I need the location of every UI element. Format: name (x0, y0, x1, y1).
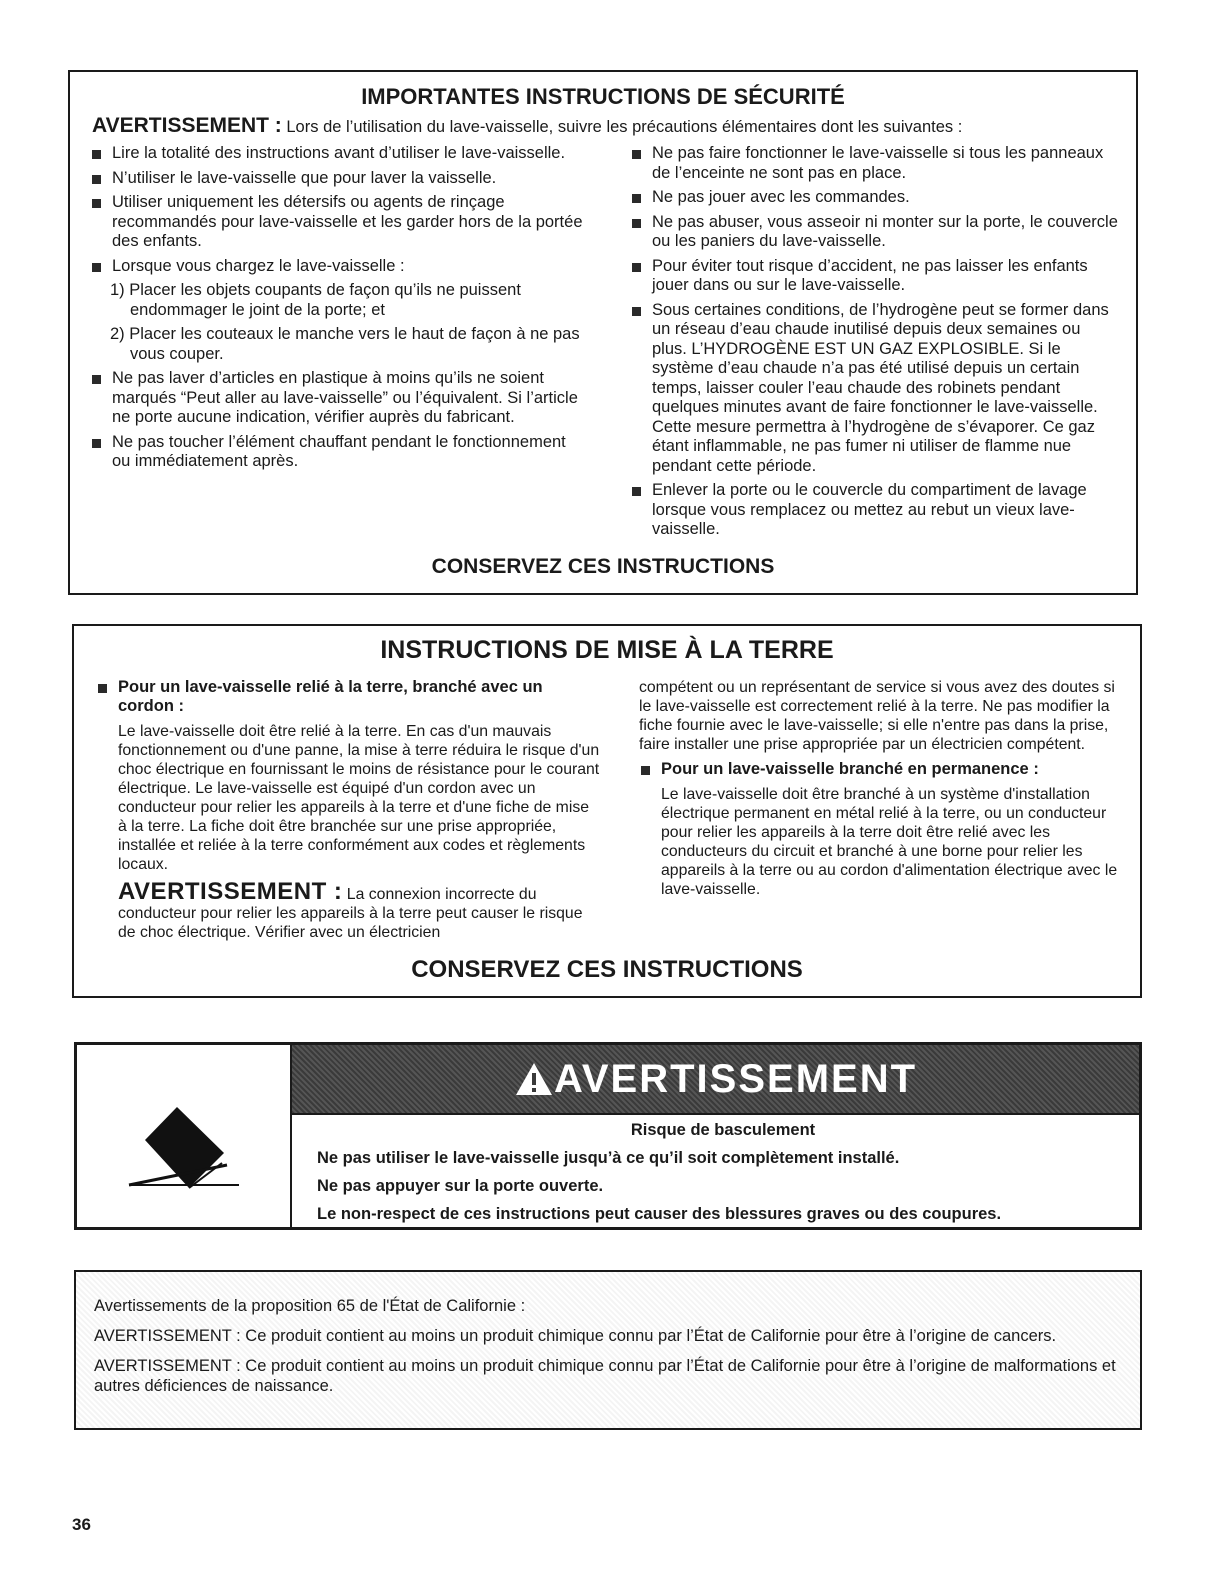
safety-footer: CONSERVEZ CES INSTRUCTIONS (431, 555, 775, 578)
grounding-bullet-heading: Pour un lave-vaisselle relié à la terre, branché avec un cordon : (96, 678, 601, 716)
safety-title: IMPORTANTES INSTRUCTIONS DE SÉCURITÉ (361, 84, 845, 109)
tip-over-icon-cell (77, 1045, 292, 1227)
grounding-footer: CONSERVEZ CES INSTRUCTIONS (411, 956, 803, 983)
list-item: Pour éviter tout risque d’accident, ne pas laisser les enfants jouer dans ou sur le lave-vaisselle. (630, 257, 1118, 296)
grounding-bullet-body: Le lave-vaisselle doit être branché à un système d'installation électrique permanent en métal relié à la terre, ou un conducteur pour relier les appareils à la terre doit être relié avec les conducteurs du circuit et branché à une borne pour relier les appareils à la terre ou au cordon d'alimentation électrique avec le lave-vaisselle. (661, 786, 1118, 898)
safety-left-column (90, 144, 588, 545)
tip-over-hazard-icon (77, 1045, 290, 1227)
safety-warning-label: AVERTISSEMENT : (92, 114, 282, 137)
grounding-right-column (639, 678, 1119, 942)
list-item: Ne pas laver d’articles en plastique à moins qu’ils ne soient marqués “Peut aller au lave-vaisselle” ou l’équivalent. Si l’article ne porte aucune indication, vérifier auprès du fabricant. (90, 369, 588, 428)
safety-right-column (630, 144, 1118, 545)
grounding-left-column (96, 678, 601, 942)
grounding-bullet-heading: Pour un lave-vaisselle branché en permanence : (639, 760, 1119, 779)
list-item: Enlever la porte ou le couvercle du compartiment de lavage lorsque vous remplacez ou mettez au rebut un vieux lave-vaisselle. (630, 481, 1118, 540)
grounding-continuation: compétent ou un représentant de service si vous avez des doutes si le lave-vaisselle est correctement relié à la terre. Ne pas modifier la fiche fournie avec le lave-vaisselle; si elle n'entre pas dans la prise, faire installer une prise appropriée par un électricien compétent. (639, 679, 1115, 753)
list-item: Utiliser uniquement les détersifs ou agents de rinçage recommandés pour lave-vaisselle et les garder hors de la portée des enfants. (90, 193, 588, 252)
safety-instructions-box (68, 70, 1138, 595)
tip-over-line: Le non-respect de ces instructions peut causer des blessures graves ou des coupures. (317, 1205, 1002, 1223)
tip-over-heading: Risque de basculement (630, 1121, 816, 1139)
prop65-line: Avertissements de la proposition 65 de l'État de Californie : (94, 1297, 526, 1315)
list-item: Ne pas jouer avec les commandes. (630, 188, 1118, 208)
grounding-warning-text: La connexion incorrecte du conducteur pour relier les appareils à la terre peut causer le risque de choc électrique. Vérifier avec un électricien (118, 886, 583, 941)
list-item: Lorsque vous chargez le lave-vaisselle : (90, 257, 588, 277)
list-item: Lire la totalité des instructions avant d’utiliser le lave-vaisselle. (90, 144, 588, 164)
safety-warning-line (92, 114, 1136, 138)
grounding-bullet-body: Le lave-vaisselle doit être relié à la terre. En cas d'un mauvais fonctionnement ou d'une panne, la mise à terre réduira le risque d'un choc électrique en fournissant le moins de résistance pour le courant électrique. Le lave-vaisselle est équipé d'un cordon avec un conducteur pour relier les appareils à la terre et d'une fiche de mise à la terre. La fiche doit être branchée sur une prise appropriée, installée et reliée à la terre conformément aux codes et règlements locaux. (118, 723, 600, 873)
prop65-line: AVERTISSEMENT : Ce produit contient au moins un produit chimique connu par l’État de Californie pour être à l’origine de malformations et autres déficiences de naissance. (94, 1357, 1116, 1395)
page-number: 36 (72, 1515, 91, 1534)
tip-over-line: Ne pas appuyer sur la porte ouverte. (317, 1177, 604, 1195)
list-item: Ne pas abuser, vous asseoir ni monter sur la porte, le couvercle ou les paniers du lave-vaisselle. (630, 213, 1118, 252)
grounding-warning (96, 878, 601, 942)
sub-list-item: 2) Placer les couteaux le manche vers le haut de façon à ne pas vous couper. (110, 325, 580, 363)
tip-over-warning-body (317, 1121, 1129, 1233)
tip-over-warning-box (74, 1042, 1142, 1230)
sub-list-item: 1) Placer les objets coupants de façon qu’ils ne puissent endommager le joint de la porte; et (110, 281, 521, 319)
tip-over-line: Ne pas utiliser le lave-vaisselle jusqu’à ce qu’il soit complètement installé. (317, 1149, 900, 1167)
safety-warning-text: Lors de l’utilisation du lave-vaisselle, suivre les précautions élémentaires dont les suivantes : (281, 118, 963, 136)
grounding-warning-label: AVERTISSEMENT : (118, 878, 343, 905)
warning-banner (292, 1045, 1139, 1115)
grounding-instructions-box (72, 624, 1142, 998)
warning-triangle-icon (514, 1061, 554, 1097)
list-item: Ne pas toucher l’élément chauffant pendant le fonctionnement ou immédiatement après. (90, 433, 588, 472)
prop65-line: AVERTISSEMENT : Ce produit contient au moins un produit chimique connu par l’État de Californie pour être à l’origine de cancers. (94, 1327, 1057, 1345)
list-item: Ne pas faire fonctionner le lave-vaisselle si tous les panneaux de l’enceinte ne sont pas en place. (630, 144, 1118, 183)
warning-banner-text: AVERTISSEMENT (553, 1056, 918, 1101)
prop65-box (74, 1270, 1142, 1430)
grounding-title: INSTRUCTIONS DE MISE À LA TERRE (380, 636, 834, 664)
list-item: Sous certaines conditions, de l’hydrogène peut se former dans un réseau d’eau chaude inutilisé depuis deux semaines ou plus. L’HYDROGÈNE EST UN GAZ EXPLOSIBLE. Si le système d’eau chaude n’a pas été utilisé depuis un certain temps, laisser couler l’eau chaude des robinets pendant quelques minutes avant de faire fonctionner le lave-vaisselle. Cette mesure permettra à l’hydrogène de s’évaporer. Ce gaz étant inflammable, ne pas fumer ni utiliser de flamme nue pendant cette période. (630, 301, 1118, 477)
list-item: N’utiliser le lave-vaisselle que pour laver la vaisselle. (90, 169, 588, 189)
